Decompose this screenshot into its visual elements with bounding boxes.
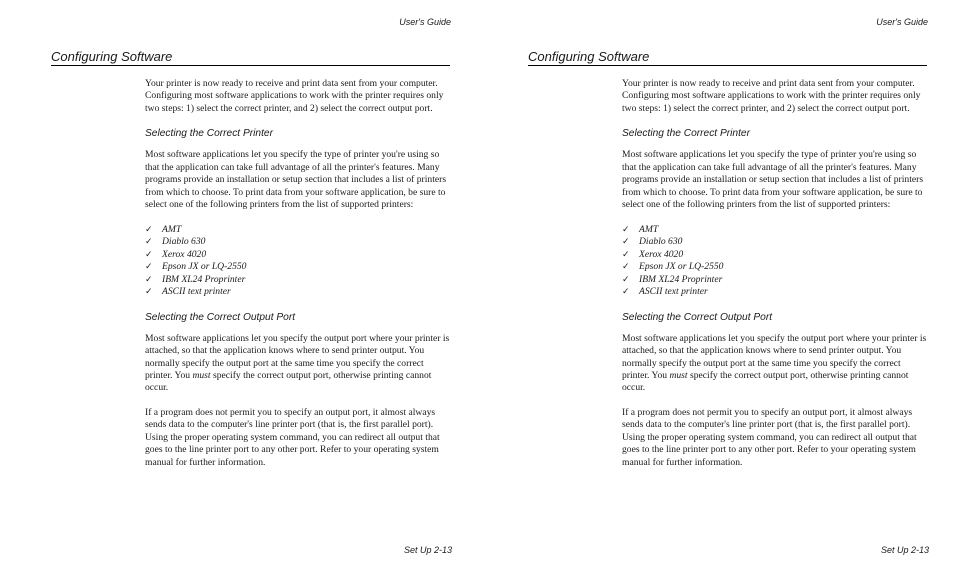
checkmark-icon: ✓ (622, 287, 630, 298)
printer-name: Xerox 4020 (639, 248, 684, 260)
subheading-printer: Selecting the Correct Printer (622, 128, 750, 140)
page-body (622, 78, 930, 481)
printer-name: AMT (162, 223, 182, 235)
printer-name: IBM XL24 Proprinter (639, 273, 723, 285)
checkmark-icon: ✓ (145, 237, 153, 248)
checkmark-icon: ✓ (622, 262, 630, 273)
printer-paragraph: Most software applications let you specify the type of printer you're using so that the application can take full advantage of all the printer's features. Many programs provide an installation or setup section that includes a list of printers from which to choose. To print data from your software application, be sure to select one of the following printers from the list of supported printers: (622, 149, 924, 211)
page-footer: Set Up 2-13 (403, 545, 452, 555)
running-header: User's Guide (399, 17, 451, 27)
emphasis-must: must (669, 369, 688, 381)
port-paragraph (145, 333, 453, 395)
checkmark-icon: ✓ (145, 249, 153, 260)
redirect-paragraph: If a program does not permit you to specify an output port, it almost always sends data to the computer's line printer port (that is, the first parallel port). Using the proper operating system command, you can redirect all output that goes to the line printer port to any other port. Refer to your operating system manual for further information. (145, 406, 440, 468)
intro-paragraph: Your printer is now ready to receive and print data sent from your computer. Configuring most software applications to work with the printer requires only two steps: 1) select the correct printer, and 2) select the correct output port. (622, 78, 921, 114)
subheading-printer: Selecting the Correct Printer (145, 128, 273, 140)
port-text-start: Most software applications let you specify the output port where your printer is attached, so that the application knows where to send printer output. You normally specify the output port at the same time you specify the correct printer. You (622, 332, 927, 381)
printer-name: Xerox 4020 (162, 248, 207, 260)
checkmark-icon: ✓ (622, 274, 630, 285)
checkmark-icon: ✓ (622, 237, 630, 248)
list-item (622, 274, 930, 287)
page-footer: Set Up 2-13 (880, 545, 929, 555)
port-text-end: specify the correct output port, otherwise printing cannot occur. (622, 369, 909, 394)
port-text-end: specify the correct output port, otherwise printing cannot occur. (145, 369, 432, 394)
checkmark-icon: ✓ (145, 274, 153, 285)
list-item (622, 286, 930, 299)
printer-name: IBM XL24 Proprinter (162, 273, 246, 285)
printer-list (622, 224, 930, 299)
right-page (477, 0, 954, 580)
checkmark-icon: ✓ (622, 249, 630, 260)
printer-name: ASCII text printer (639, 286, 708, 298)
list-item (622, 236, 930, 249)
running-header: User's Guide (876, 17, 928, 27)
checkmark-icon: ✓ (145, 262, 153, 273)
emphasis-must: must (192, 369, 211, 381)
printer-name: Diablo 630 (639, 236, 683, 248)
port-paragraph (622, 333, 930, 395)
section-title: Configuring Software (51, 49, 450, 66)
list-item (622, 249, 930, 262)
printer-list (145, 224, 453, 299)
printer-name: AMT (639, 223, 659, 235)
intro-paragraph: Your printer is now ready to receive and print data sent from your computer. Configuring most software applications to work with the printer requires only two steps: 1) select the correct printer, and 2) select the correct output port. (145, 78, 444, 114)
printer-name: Epson JX or LQ-2550 (639, 261, 724, 273)
list-item (622, 224, 930, 237)
printer-paragraph: Most software applications let you specify the type of printer you're using so that the application can take full advantage of all the printer's features. Many programs provide an installation or setup section that includes a list of printers from which to choose. To print data from your software application, be sure to select one of the following printers from the list of supported printers: (145, 149, 447, 211)
list-item (145, 249, 453, 262)
subheading-port: Selecting the Correct Output Port (145, 311, 296, 323)
list-item (145, 274, 453, 287)
port-text-start: Most software applications let you specify the output port where your printer is attached, so that the application knows where to send printer output. You normally specify the output port at the same time you specify the correct printer. You (145, 332, 450, 381)
list-item (145, 261, 453, 274)
page-body (145, 78, 453, 481)
printer-name: Diablo 630 (162, 236, 206, 248)
list-item (145, 286, 453, 299)
printer-name: Epson JX or LQ-2550 (162, 261, 247, 273)
checkmark-icon: ✓ (145, 287, 153, 298)
checkmark-icon: ✓ (622, 224, 630, 235)
printer-name: ASCII text printer (162, 286, 231, 298)
list-item (145, 224, 453, 237)
list-item (145, 236, 453, 249)
subheading-port: Selecting the Correct Output Port (622, 311, 773, 323)
checkmark-icon: ✓ (145, 224, 153, 235)
redirect-paragraph: If a program does not permit you to specify an output port, it almost always sends data to the computer's line printer port (that is, the first parallel port). Using the proper operating system command, you can redirect all output that goes to the line printer port to any other port. Refer to your operating system manual for further information. (622, 406, 917, 468)
section-title: Configuring Software (528, 49, 927, 66)
list-item (622, 261, 930, 274)
